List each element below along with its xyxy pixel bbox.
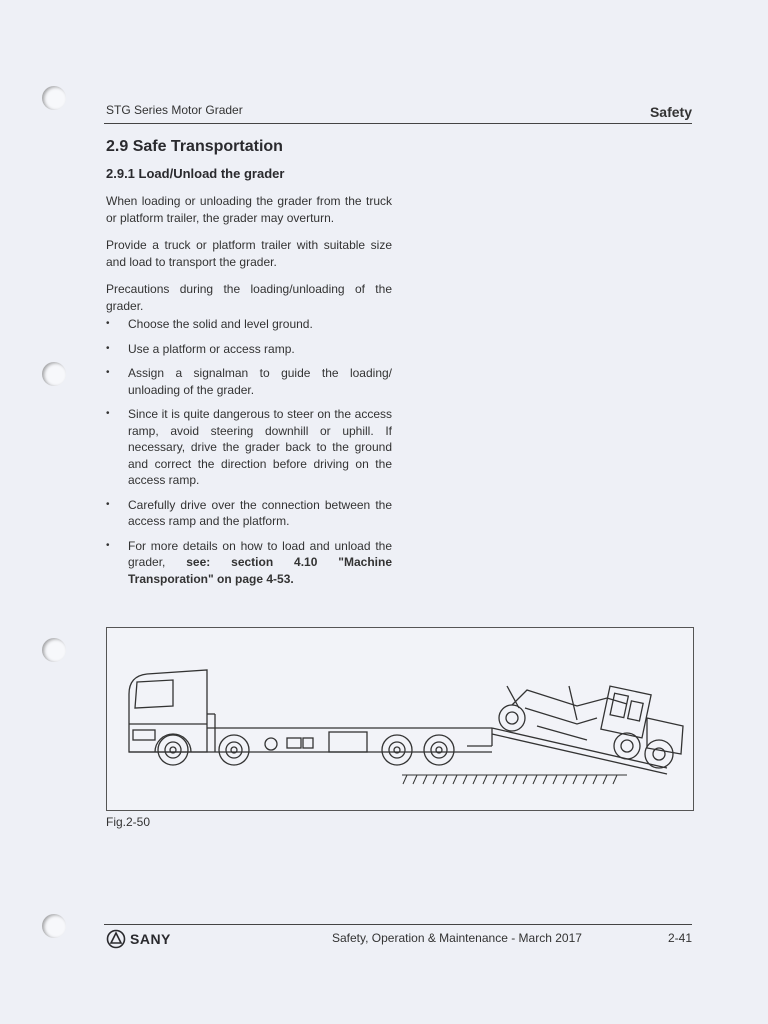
punch-hole [42, 638, 66, 662]
punch-hole [42, 362, 66, 386]
list-item [106, 365, 392, 398]
header-document-title: STG Series Motor Grader [106, 103, 243, 117]
body-text [106, 193, 392, 595]
ground-hatching [402, 775, 627, 784]
list-item-text: Choose the solid and level ground. [128, 317, 313, 331]
subsection-title: 2.9.1 Load/Unload the grader [106, 166, 285, 181]
punch-hole [42, 86, 66, 110]
punch-hole [42, 914, 66, 938]
bullet-icon: • [106, 367, 110, 378]
list-item-text: Use a platform or access ramp. [128, 341, 295, 356]
truck-trailer-grader-illustration [107, 628, 693, 810]
sany-logo-icon [106, 929, 126, 949]
list-item-text: For more details on how to load and unload the grader, [128, 538, 392, 569]
footer-divider [104, 924, 692, 925]
bullet-icon: • [106, 318, 110, 329]
motor-grader [499, 686, 683, 768]
cross-reference-link[interactable]: see: section 4.10 "Machine Transporation" on page 4-53. [128, 555, 392, 586]
paragraph: When loading or unloading the grader from the truck or platform trailer, the grader may overturn. [106, 194, 392, 225]
list-item-text: Assign a signalman to guide the loading/ unloading of the grader. [128, 366, 392, 397]
truck-cab [129, 670, 215, 752]
header-chapter-title: Safety [649, 104, 692, 120]
brand-name: SANY [130, 931, 171, 947]
list-item [106, 497, 392, 530]
access-ramp [492, 728, 667, 774]
figure-frame [106, 627, 694, 811]
list-item [106, 538, 392, 588]
list-item [106, 406, 392, 489]
precautions-list [106, 316, 392, 587]
truck-wheels [155, 734, 454, 765]
bullet-icon: • [106, 342, 110, 354]
header-divider [104, 123, 692, 124]
paragraph: Provide a truck or platform trailer with suitable size and load to transport the grader. [106, 238, 392, 269]
list-item [106, 316, 392, 333]
paragraph: Precautions during the loading/unloading of the grader. [106, 282, 392, 313]
bullet-icon: • [106, 408, 110, 419]
page-number: 2-41 [667, 931, 692, 945]
section-title: 2.9 Safe Transportation [106, 138, 283, 155]
bullet-icon: • [106, 539, 110, 551]
footer-document-info: Safety, Operation & Maintenance - March 2017 [332, 931, 582, 945]
list-item-text: Since it is quite dangerous to steer on the access ramp, avoid steering downhill or uphill. If necessary, drive the grader back to the ground and correct the direction before driving on the access ramp. [128, 407, 392, 487]
list-item-text: Carefully drive over the connection between the access ramp and the platform. [128, 497, 392, 528]
footer-logo [106, 929, 171, 949]
figure-caption: Fig.2-50 [106, 815, 151, 829]
list-item [106, 341, 392, 358]
bullet-icon: • [106, 498, 110, 510]
